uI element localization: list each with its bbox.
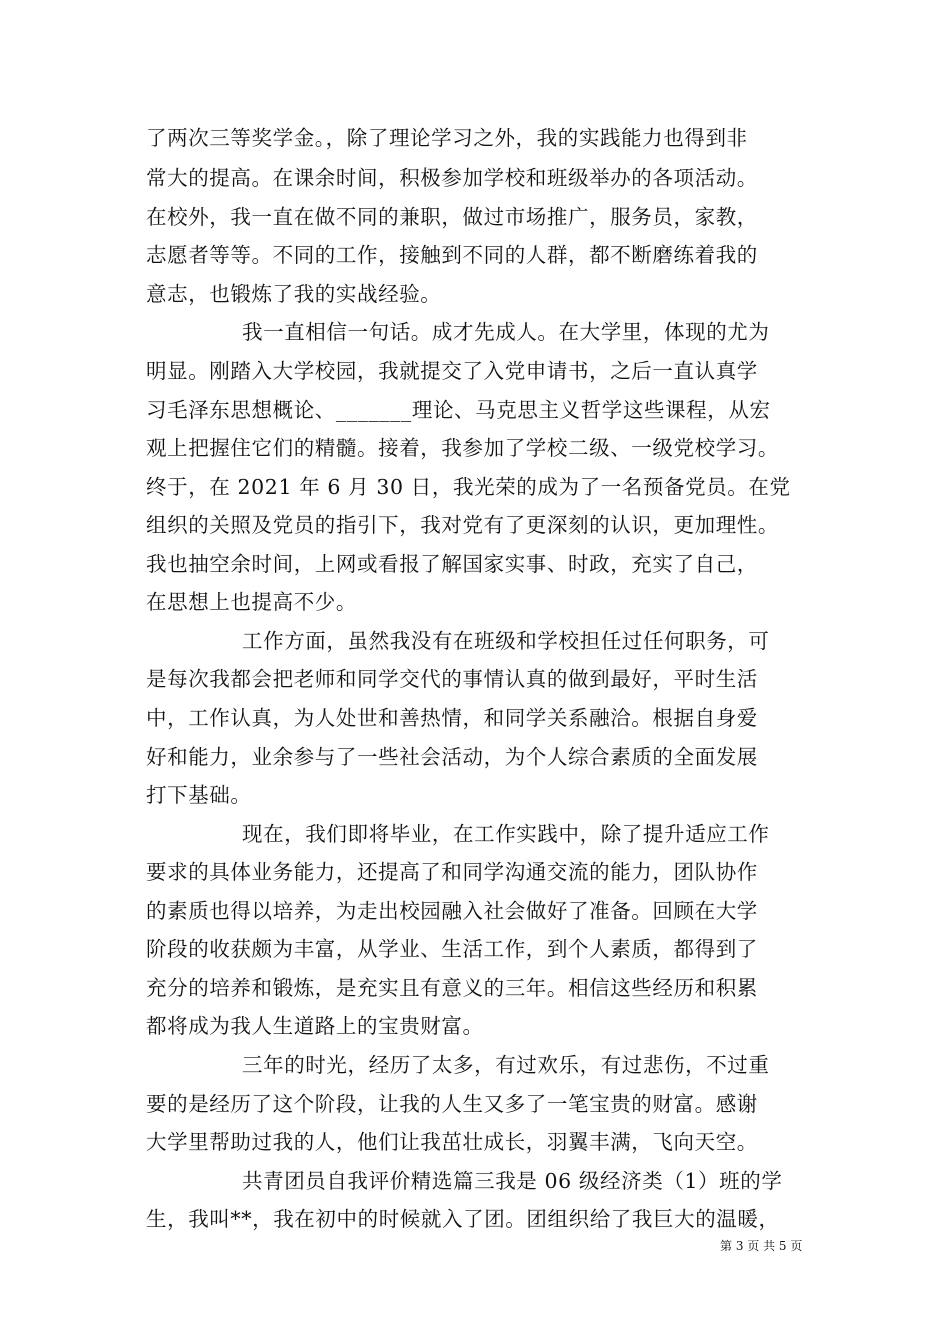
text-line-14: 工作方面，虽然我没有在班级和学校担任过任何职务，可 <box>242 629 770 653</box>
text-line-11: 组织的关照及党员的指引下，我对党有了更深刻的认识，更加理性。 <box>146 513 779 537</box>
text-line-29: 生，我叫**，我在初中的时候就入了团。团组织给了我巨大的温暖， <box>146 1207 780 1231</box>
text-line-9: 观上把握住它们的精髓。接着，我参加了学校二级、一级党校学习。 <box>146 436 779 460</box>
text-line-24: 都将成为我人生道路上的宝贵财富。 <box>146 1014 484 1038</box>
text-line-18: 打下基础。 <box>146 783 252 807</box>
text-line-2: 常大的提高。在课余时间，积极参加学校和班级举办的各项活动。 <box>146 166 758 190</box>
text-line-5: 意志，也锻炼了我的实战经验。 <box>146 282 442 306</box>
text-line-28: 共青团员自我评价精选篇三我是 06 级经济类（1）班的学 <box>242 1169 783 1193</box>
text-line-21: 的素质也得以培养，为走出校园融入社会做好了准备。回顾在大学 <box>146 899 758 923</box>
text-line-3: 在校外，我一直在做不同的兼职，做过市场推广，服务员，家教， <box>146 205 758 229</box>
text-line-16: 中，工作认真，为人处世和善热情，和同学关系融洽。根据自身爱 <box>146 706 758 730</box>
text-line-15: 是每次我都会把老师和同学交代的事情认真的做到最好，平时生活 <box>146 667 758 691</box>
text-line-4: 志愿者等等。不同的工作，接触到不同的人群，都不断磨练着我的 <box>146 243 758 267</box>
text-line-12: 我也抽空余时间，上网或看报了解国家实事、时政，充实了自己， <box>146 552 758 576</box>
text-line-1: 了两次三等奖学金。，除了理论学习之外，我的实践能力也得到非 <box>146 126 748 150</box>
text-line-27: 大学里帮助过我的人，他们让我茁壮成长，羽翼丰满，飞向天空。 <box>146 1130 758 1154</box>
text-line-17: 好和能力，业余参与了一些社会活动，为个人综合素质的全面发展 <box>146 745 758 769</box>
text-line-23: 充分的培养和锻炼，是充实且有意义的三年。相信这些经历和积累 <box>146 976 758 1000</box>
text-line-19: 现在，我们即将毕业，在工作实践中，除了提升适应工作 <box>242 822 770 846</box>
text-line-26: 要的是经历了这个阶段，让我的人生又多了一笔宝贵的财富。感谢 <box>146 1092 758 1116</box>
text-line-25: 三年的时光，经历了太多，有过欢乐，有过悲伤，不过重 <box>242 1053 770 1077</box>
text-line-20: 要求的具体业务能力，还提高了和同学沟通交流的能力，团队协作 <box>146 860 758 884</box>
text-line-22: 阶段的收获颇为丰富，从学业、生活工作，到个人素质，都得到了 <box>146 937 758 961</box>
page-number-footer: 第 3 页 共 5 页 <box>720 1239 803 1253</box>
text-line-8: 习毛泽东思想概论、_______理论、马克思主义哲学这些课程，从宏 <box>146 398 771 422</box>
text-line-13: 在思想上也提高不少。 <box>146 590 357 614</box>
text-line-6: 我一直相信一句话。成才先成人。在大学里，体现的尤为 <box>242 320 770 344</box>
text-line-7: 明显。刚踏入大学校园，我就提交了入党申请书，之后一直认真学 <box>146 359 758 383</box>
text-line-10: 终于，在 2021 年 6 月 30 日，我光荣的成为了一名预备党员。在党 <box>146 475 791 499</box>
